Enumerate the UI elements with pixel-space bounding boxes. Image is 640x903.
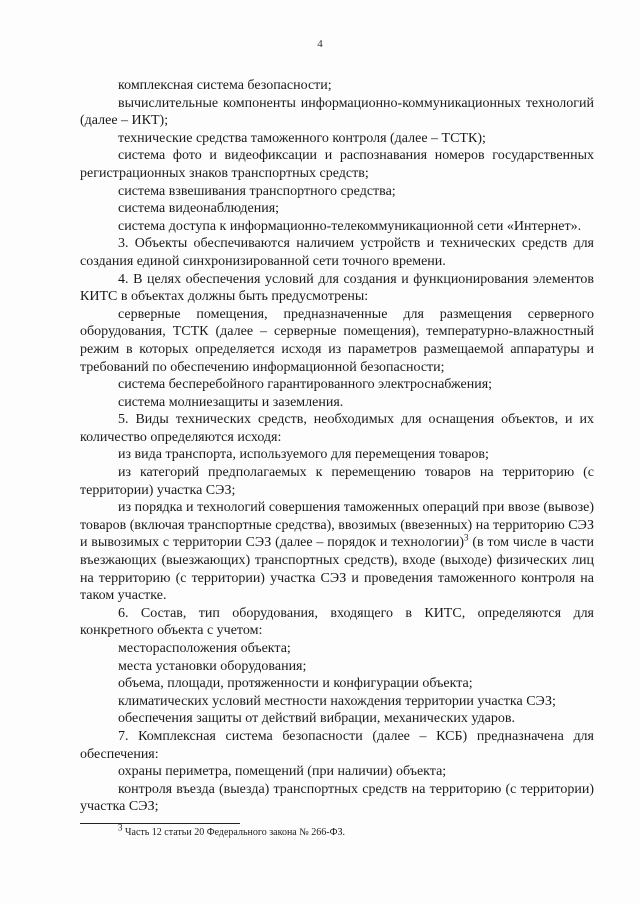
paragraph: технические средства таможенного контроля (далее – ТСТК); [118,130,486,146]
paragraph: серверные помещения, предназначенные для размещения серверного оборудования, ТСТК (далее – серверные помещения), температурно-влажностный режим в которых определяется исходя из параметров размещаемой аппаратуры и требований по обеспечению информационной безопасности; [80,306,594,375]
paragraph-item-5: 5. Виды технических средств, необходимых для оснащения объектов, и их количество определяются исходя: [80,412,594,445]
footnote-mark: 3 [118,822,123,833]
paragraph-with-footnote [80,499,594,605]
paragraph: охраны периметра, помещений (при наличии) объекта; [118,764,447,780]
paragraph: обеспечения защиты от действий вибрации, механических ударов. [118,711,515,727]
footnote-divider [80,823,240,824]
footnote [80,822,594,839]
paragraph: места установки оборудования; [118,658,307,674]
page-number: 4 [317,38,323,50]
footnote-reference: 3 [464,532,469,543]
paragraph-item-6: 6. Состав, тип оборудования, входящего в КИТС, определяются для конкретного объекта с учетом: [80,605,594,639]
paragraph-item-4: 4. В целях обеспечения условий для создания и функционирования элементов КИТС в объектах должны быть предусмотрены: [80,271,594,305]
paragraph: из вида транспорта, используемого для перемещения товаров; [118,447,489,463]
paragraph-item-7: 7. Комплексная система безопасности (далее – КСБ) предназначена для обеспечения: [80,728,594,762]
paragraph: комплексная система безопасности; [118,78,332,93]
paragraph-text: из порядка и технологий совершения таможенных операций при ввозе (вывозе) товаров (включая транспортные средства), ввозимых (ввезенных) на территорию СЭЗ и вывозимых с территории СЭЗ (далее – порядок и технологии) [80,500,594,551]
paragraph: месторасположения объекта; [118,641,291,656]
paragraph: система бесперебойного гарантированного электроснабжения; [118,377,493,393]
paragraph: система фото и видеофиксации и распознавания номеров государственных регистрационных знаков транспортных средств; [80,148,594,181]
paragraph-text-continued: (в том числе в части въезжающих (выезжающих) транспортных средств), входе (выходе) физических лиц на территорию (с территории) участка СЭЗ и проведения таможенного контроля на таком участке. [80,535,595,604]
paragraph: объема, площади, протяженности и конфигурации объекта; [118,676,473,692]
paragraph: система взвешивания транспортного средства; [118,183,396,199]
paragraph: система доступа к информационно-телекоммуникационной сети «Интернет». [118,218,582,234]
paragraph: контроля въезда (выезда) транспортных средств на территорию (с территории) участка СЭЗ; [80,781,594,815]
paragraph: климатических условий местности нахождения территории участка СЭЗ; [118,693,556,709]
paragraph: система видеонаблюдения; [118,201,280,217]
paragraph: из категорий предполагаемых к перемещению товаров на территорию (с территории) участка СЭЗ; [80,465,594,498]
paragraph: система молниезащиты и заземления. [118,394,344,410]
paragraph: вычислительные компоненты информационно-коммуникационных технологий (далее – ИКТ); [80,95,594,129]
paragraph-item-3: 3. Объекты обеспечиваются наличием устройств и технических средств для создания единой синхронизированной сети точного времени. [80,236,594,269]
document-body [80,77,594,816]
footnote-text: Часть 12 статьи 20 Федерального закона № 266-ФЗ. [125,827,346,838]
